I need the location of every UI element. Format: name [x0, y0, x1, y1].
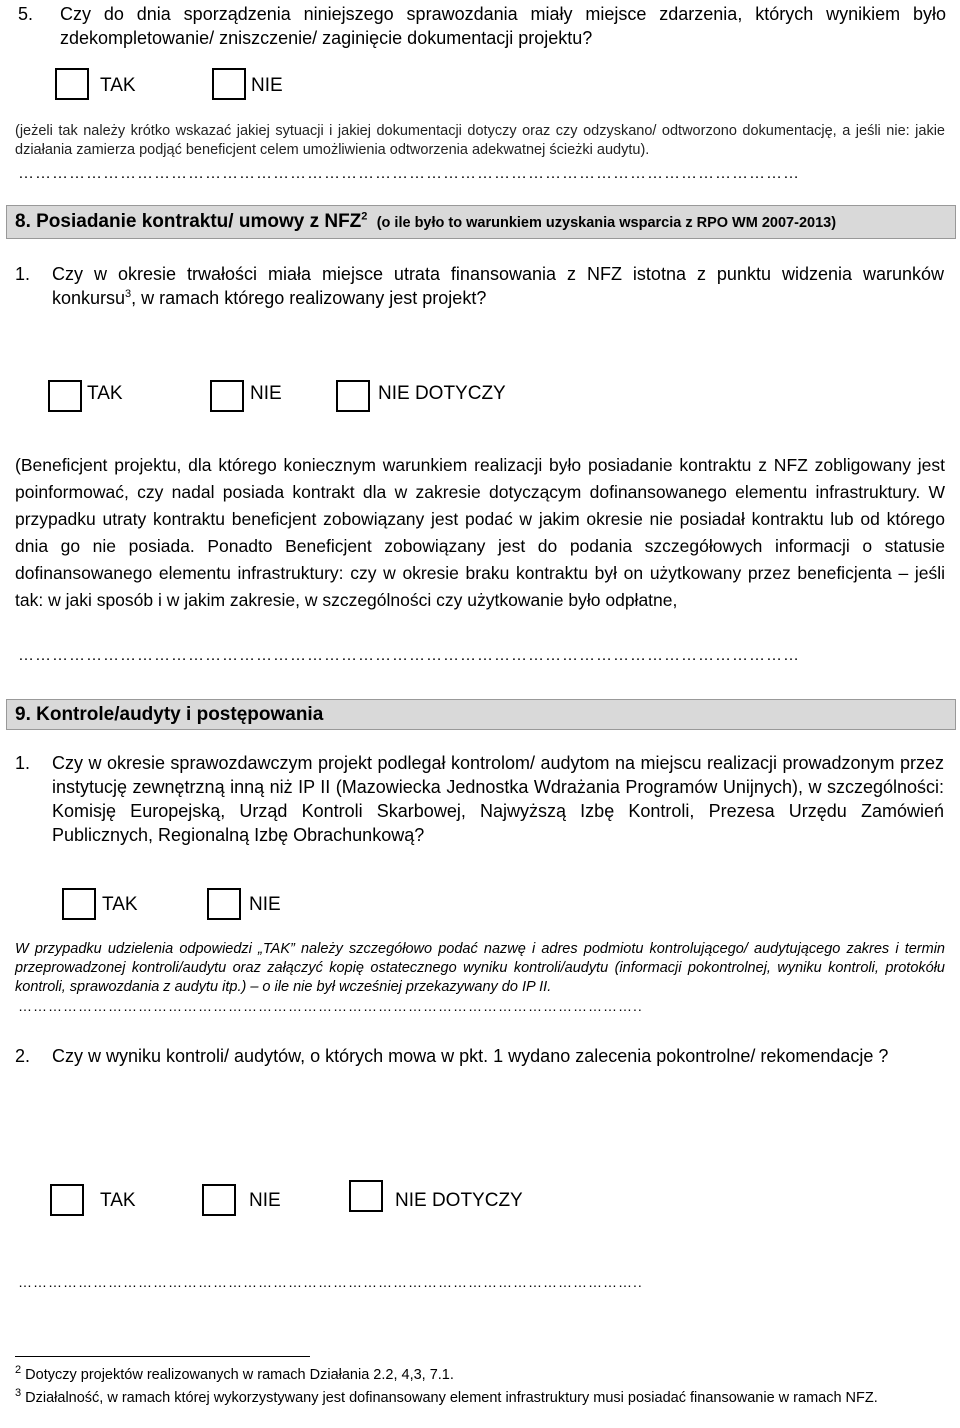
s9-q2-nie-dotyczy-label: NIE DOTYCZY [395, 1190, 523, 1211]
q5-dots: ………………………………………………………………………………………………………………………… [18, 165, 800, 182]
s9-q2-nie-label: NIE [249, 1190, 281, 1211]
s9-q1-tak-checkbox[interactable] [62, 888, 96, 920]
s8-q1-tak-checkbox[interactable] [48, 380, 82, 412]
s8-q1-nie-checkbox[interactable] [210, 380, 244, 412]
q5-nie-label: NIE [251, 75, 283, 96]
section-8-footnote-ref: 2 [361, 210, 368, 223]
s8-q1-nie-label: NIE [250, 383, 282, 404]
footnote-2-mark: 2 [15, 1364, 22, 1377]
footnote-separator [15, 1356, 310, 1357]
q5-tak-checkbox[interactable] [55, 68, 89, 100]
section-9-title: 9. Kontrole/audyty i postępowania [15, 704, 324, 725]
s9-q2-text: Czy w wyniku kontroli/ audytów, o których mowa w pkt. 1 wydano zalecenia pokontrolne/ rekomendacje ? [52, 1046, 889, 1066]
s9-q1-dots: …………………………………………………………………………………………………………….. [18, 998, 643, 1014]
s9-q2-number: 2. [15, 1046, 31, 1066]
s9-q2-nie-dotyczy-checkbox[interactable] [349, 1180, 383, 1212]
footnote-3-text: Działalność, w ramach której wykorzystywany jest dofinansowany element infrastruktury musi posiadać finansowanie w ramach NFZ. [25, 1390, 878, 1406]
footnote-2-text: Dotyczy projektów realizowanych w ramach Działania 2.2, 4,3, 7.1. [25, 1367, 454, 1383]
s8-q1-nie-dotyczy-label: NIE DOTYCZY [378, 383, 506, 404]
s8-q1-number: 1. [15, 264, 31, 284]
s9-q2-tak-label: TAK [100, 1190, 136, 1211]
q5-nie-checkbox[interactable] [212, 68, 246, 100]
s9-q1-note: W przypadku udzielenia odpowiedzi „TAK” należy szczegółowo podać nazwę i adres podmiotu kontrolującego/ audytującego zakres i termin przeprowadzonej kontroli/audytu oraz załączyć kopię ostatecznego wyniku kontroli/audytu (informacji pokontrolnej, wyniku kontroli, protokółu kontroli, sprawozdania z audytu itp.) – o ile nie był wcześniej przekazywany do IP II. [15, 941, 945, 995]
s9-q2-tak-checkbox[interactable] [50, 1184, 84, 1216]
s9-q2-dots: …………………………………………………………………………………………………………….. [18, 1274, 643, 1290]
s9-q1-number: 1. [15, 753, 31, 773]
s8-q1-tak-label: TAK [87, 383, 123, 404]
footnote-2 [15, 1365, 945, 1385]
footnote-3-mark: 3 [15, 1387, 22, 1400]
q5-note: (jeżeli tak należy krótko wskazać jakiej sytuacji i jakiej dokumentacji dotyczy oraz czy odzyskano/ odtworzono dokumentację, a jeśli nie: jakie działania zamierza podjąć beneficjent celem umożliwienia odtworzenia adekwatnej ścieżki audytu). [15, 123, 945, 158]
s9-q1-text: Czy w okresie sprawozdawczym projekt podlegał kontrolom/ audytom na miejscu realizacji prowadzonym przez instytucję zewnętrzną inną niż IP II (Mazowiecka Jednostka Wdrażania Programów Unijnych), w szczególności: Komisję Europejską, Urząd Kontroli Skarbowej, Najwyższą Izbę Kontroli, Prezesa Urzędu Zamówień Publicznych, Regionalną Izbę Obrachunkową? [52, 753, 944, 845]
s9-q1-tak-label: TAK [102, 894, 138, 915]
section-8-header [6, 205, 956, 239]
s9-q1-nie-checkbox[interactable] [207, 888, 241, 920]
section-8-title: 8. Posiadanie kontraktu/ umowy z NFZ [15, 211, 362, 232]
section-9-header [6, 699, 956, 730]
s8-q1-note: (Beneficjent projektu, dla którego koniecznym warunkiem realizacji było posiadanie kontraktu z NFZ zobligowany jest poinformować, czy nadal posiada kontrakt dla w zakresie dotyczącym dofinansowanego elementu infrastruktury. W przypadku utraty kontraktu beneficjent zobowiązany jest podać w jakim okresie nie posiadał kontraktu lub od którego dnia go nie posiada. Ponadto Beneficjent zobowiązany jest do podania szczegółowych informacji o statusie dofinansowanego elementu infrastruktury: czy w okresie braku kontraktu był on użytkowany przez beneficjenta – jeśli tak: w jaki sposób i w jakim zakresie, w szczególności czy użytkowanie było odpłatne, [15, 455, 945, 610]
q5-text: Czy do dnia sporządzenia niniejszego sprawozdania miały miejsce zdarzenia, których wynikiem było zdekompletowanie/ zniszczenie/ zaginięcie dokumentacji projektu? [60, 4, 946, 48]
footnote-3 [15, 1388, 945, 1408]
s8-q1-text: Czy w okresie trwałości miała miejsce utrata finansowania z NFZ istotna z punktu widzenia warunków konkursu$^3$, w ramach którego realizowany jest projekt? [52, 264, 944, 308]
s8-q1-dots: ………………………………………………………………………………………………………………………… [18, 647, 800, 664]
section-8-subtitle: (o ile było to warunkiem uzyskania wsparcia z RPO WM 2007-2013) [376, 215, 837, 231]
s9-q1-nie-label: NIE [249, 894, 281, 915]
s9-q2-nie-checkbox[interactable] [202, 1184, 236, 1216]
q5-number: 5. [18, 4, 34, 24]
q5-tak-label: TAK [100, 75, 136, 96]
s8-q1-nie-dotyczy-checkbox[interactable] [336, 380, 370, 412]
